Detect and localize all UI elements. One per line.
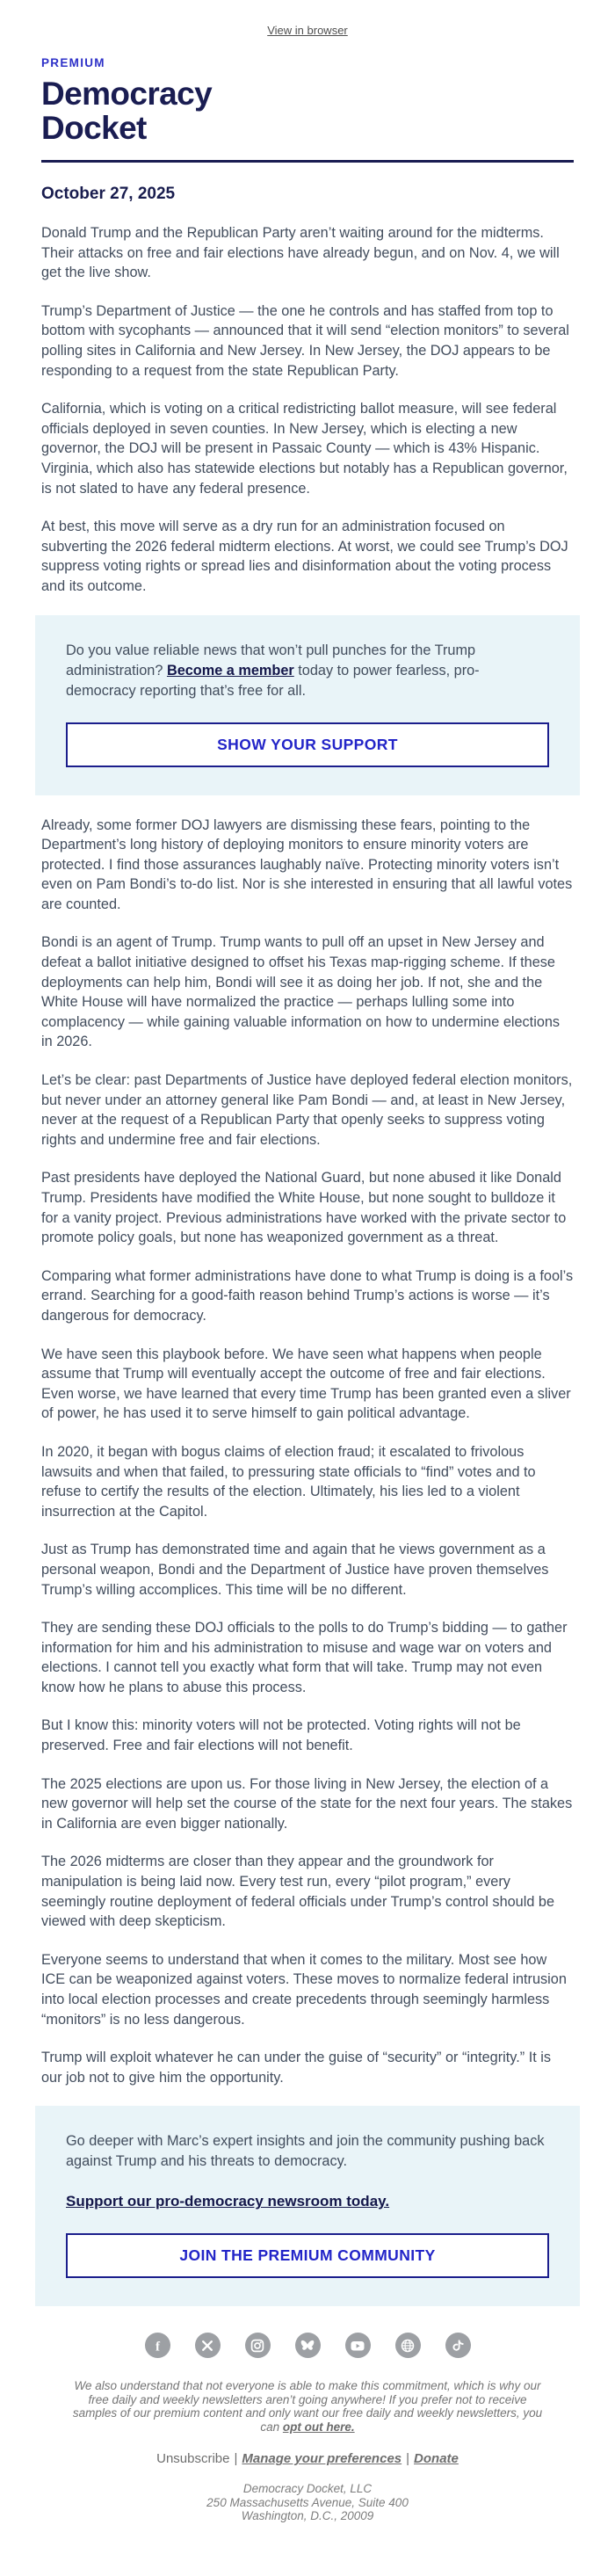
paragraph: Donald Trump and the Republican Party aren’t waiting around for the midterms. Their attacks on free and fair elections have already begun, and on Nov. 4, we will get the live show. <box>41 225 560 281</box>
newsletter-footer <box>0 2333 615 2523</box>
paragraph: California, which is voting on a critical redistricting ballot measure, will see federal officials deployed in seven counties. In New Jersey, which is electing a new governor, the DOJ will be present in Passaic County — which is 43% Hispanic. Virginia, which also has statewide elections but notably has a Republican governor, is not slated to have any federal presence. <box>41 401 568 497</box>
paragraph: The 2026 midterms are closer than they appear and the groundwork for manipulation is being laid now. Every test run, every “pilot program,” every seemingly routine deployment of federal officials under Trump’s control should be viewed with deep skepticism. <box>41 1854 555 1930</box>
manage-preferences-link[interactable]: Manage your preferences <box>242 2451 402 2467</box>
membership-callout <box>35 615 580 795</box>
newsletter-header <box>0 56 615 163</box>
premium-label: PREMIUM <box>41 56 105 69</box>
website-globe-icon[interactable] <box>395 2333 421 2358</box>
paragraph: Bondi is an agent of Trump. Trump wants to pull off an upset in New Jersey and defeat a ballot initiative designed to offset his Texas map-rigging scheme. If these deployments can help him, Bondi will see it as doing her job. If not, she and the White House will have normalized the practice — perhaps lulling some into complacency — while gaining valuable information on how to undermine elections in 2026. <box>41 934 561 1050</box>
svg-text:f: f <box>156 2340 160 2355</box>
company-address <box>0 2482 615 2523</box>
become-a-member-link[interactable]: Become a member <box>166 662 294 678</box>
paragraph: Already, some former DOJ lawyers are dismissing these fears, pointing to the Department’s long history of deploying monitors to ensure minority voters are protected. I find those assurances laughably naïve. Protecting minority voters isn’t even on Pam Bondi’s to-do list. Nor is she interested in ensuring that all lawful votes are counted. <box>41 816 573 912</box>
opt-out-here-link[interactable]: opt out here. <box>282 2420 355 2434</box>
separator: | <box>234 2451 238 2467</box>
paragraph: Just as Trump has demonstrated time and again that he views government as a personal weapon, Bondi and the Department of Justice have proven themselves Trump’s willing accomplices. This time will be no different. <box>41 1542 549 1598</box>
paragraph: In 2020, it began with bogus claims of election fraud; it escalated to frivolous lawsuits and when that failed, to pressuring state officials to “find” votes and to refuse to certify the results of the election. Ultimately, his lies led to a violent insurrection at the Capitol. <box>41 1443 536 1520</box>
view-in-browser-row <box>0 23 615 39</box>
paragraph: But I know this: minority voters will not be protected. Voting rights will not be preserved. Free and fair elections will not benefit. <box>41 1717 521 1754</box>
logo-line-2: Docket <box>41 110 147 146</box>
address-line-1: Democracy Docket, LLC <box>242 2482 373 2496</box>
footer-links-row <box>0 2451 615 2466</box>
paragraph: The 2025 elections are upon us. For those living in New Jersey, the election of a new governor will help set the course of the state for the next four years. The stakes in California are even bigger nationally. <box>41 1775 573 1832</box>
youtube-icon[interactable] <box>345 2333 371 2358</box>
paragraph: At best, this move will serve as a dry run for an administration focused on subverting the 2026 federal midterm elections. At worst, we could see Trump’s DOJ suppress voting rights or spread lies and disinformation about the voting process and its outcome. <box>41 519 568 594</box>
democracy-docket-logo <box>41 76 574 145</box>
join-premium-community-button[interactable]: JOIN THE PREMIUM COMMUNITY <box>66 2233 549 2278</box>
callout-text-before: Do you value reliable news that won’t pull punches for the Trump administration? <box>66 642 476 678</box>
support-link-row <box>66 2193 549 2210</box>
paragraph: Comparing what former administrations have done to what Trump is doing is a fool’s errand. Searching for a good-faith reason behind Trump’s actions is worse — it’s dangerous for democracy. <box>41 1267 574 1324</box>
unsubscribe-link[interactable]: Unsubscribe <box>156 2451 230 2467</box>
article-body <box>0 185 615 2306</box>
paragraph: Past presidents have deployed the National Guard, but none abused it like Donald Trump. Presidents have modified the White House, but none sought to bulldoze it for a vanity project. Previous administrations have worked with the private sector to promote policy goals, but none has weaponized government as a threat. <box>41 1170 567 1246</box>
paragraph: Let’s be clear: past Departments of Justice have deployed federal election monitors, but never under an attorney general like Pam Bondi — and, at least in New Jersey, never at the request of a Republican Party that openly seeks to suppress voting rights and undermine free and fair elections. <box>41 1072 573 1148</box>
date-heading: October 27, 2025 <box>41 185 176 203</box>
paragraph: Trump will exploit whatever he can under the guise of “security” or “integrity.” It is our job not to give him the opportunity. <box>41 2050 552 2086</box>
optout-text: We also understand that not everyone is able to make this commitment, which is why our free daily and weekly newsletters aren’t going anywhere! If you prefer not to receive samples of our premium content and only want our free daily and weekly newsletters, you can <box>72 2379 543 2434</box>
donate-link[interactable]: Donate <box>414 2451 459 2467</box>
address-line-3: Washington, D.C., 20009 <box>241 2509 374 2523</box>
tiktok-icon[interactable] <box>445 2333 471 2358</box>
paragraph: They are sending these DOJ officials to the polls to do Trump’s bidding — to gather information for him and his administration to misuse and wage war on voters and elections. I cannot tell you exactly what form that will take. Trump may not even know how he plans to abuse this process. <box>41 1620 568 1695</box>
show-your-support-button[interactable]: SHOW YOUR SUPPORT <box>66 722 549 767</box>
premium-callout <box>35 2106 580 2306</box>
x-icon[interactable] <box>195 2333 221 2358</box>
membership-callout-text <box>66 641 549 701</box>
optout-note <box>69 2379 546 2434</box>
bluesky-icon[interactable] <box>295 2333 321 2358</box>
view-in-browser-link[interactable]: View in browser <box>267 24 348 37</box>
premium-callout-text: Go deeper with Marc’s expert insights and join the community pushing back against Trump and his threats to democracy. <box>66 2133 545 2170</box>
social-icons-row <box>0 2333 615 2358</box>
paragraph: Trump’s Department of Justice — the one he controls and has staffed from top to bottom with sycophants — announced that it will send “election monitors” to several polling sites in California and New Jersey. In New Jersey, the DOJ appears to be responding to a request from the state Republican Party. <box>41 302 569 379</box>
address-line-2: 250 Massachusetts Avenue, Suite 400 <box>206 2495 409 2509</box>
separator: | <box>406 2451 410 2467</box>
callout-text-after: today to power fearless, pro-democracy reporting that’s free for all. <box>66 662 480 699</box>
paragraph: We have seen this playbook before. We have seen what happens when people assume that Trump will eventually accept the outcome of free and fair elections. Even worse, we have learned that every time Trump has been granted even a sliver of power, he has used it to serve himself to gain political advantage. <box>41 1346 571 1422</box>
facebook-icon[interactable] <box>145 2333 170 2358</box>
support-newsroom-link[interactable]: Support our pro-democracy newsroom today. <box>66 2193 390 2210</box>
logo-line-1: Democracy <box>41 76 213 112</box>
paragraph: Everyone seems to understand that when it comes to the military. Most see how ICE can be weaponized against voters. These moves to normalize federal intrusion into local election processes and create precedents through seemingly harmless “monitors” is no less dangerous. <box>41 1951 567 2028</box>
header-divider <box>41 160 574 163</box>
instagram-icon[interactable] <box>245 2333 271 2358</box>
